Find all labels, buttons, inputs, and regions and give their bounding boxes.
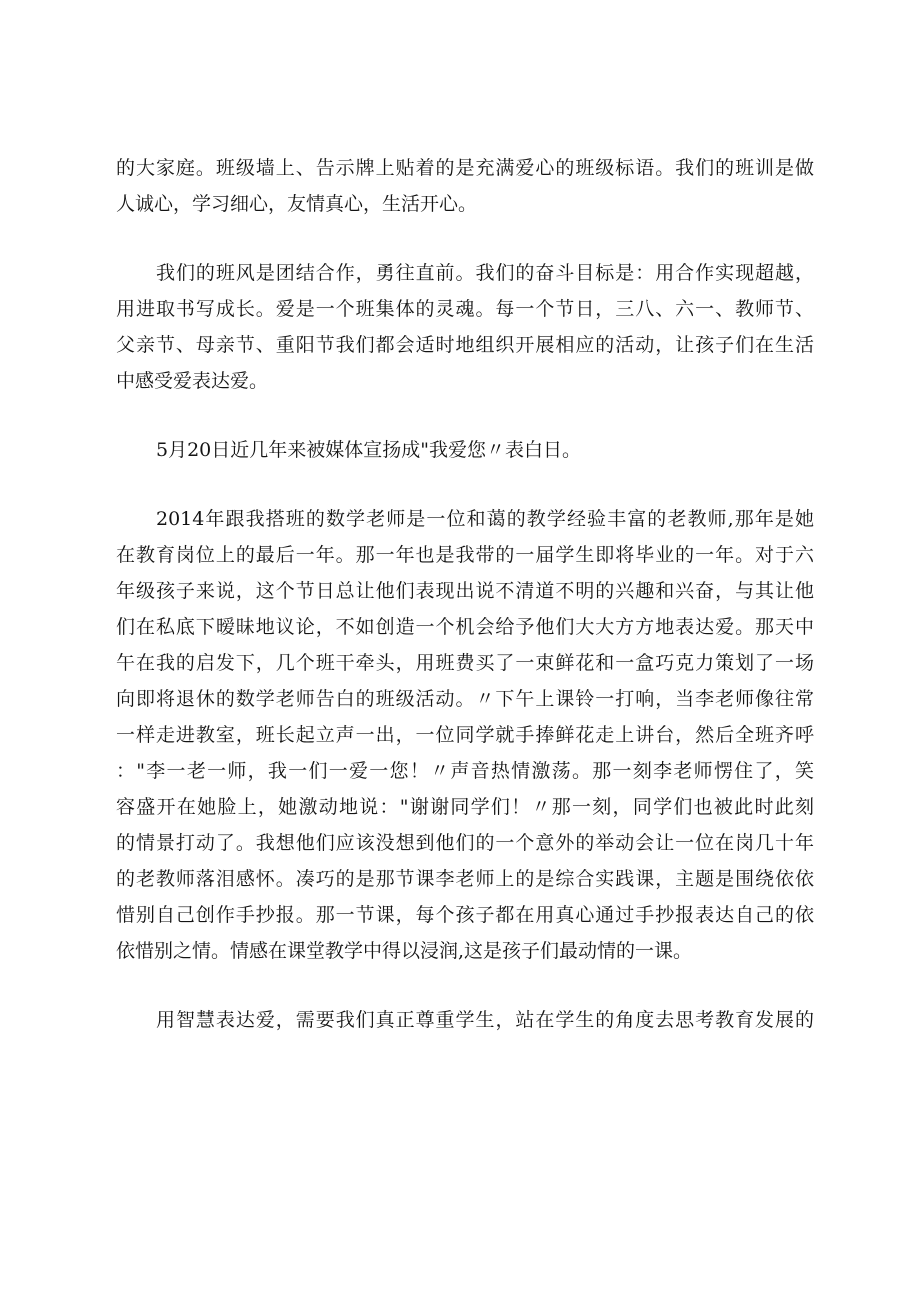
text-line: 我们的班风是团结合作，勇往直前。我们的奋斗目标是：用合作实现超越，	[156, 262, 814, 284]
text-line: 父亲节、母亲节、重阳节我们都会适时地组织开展相应的活动，让孩子们在生活	[116, 334, 814, 356]
text-line: 向即将退休的数学老师告白的班级活动。〃下午上课铃一打响，当李老师像往常	[116, 688, 814, 710]
text-line: 依惜别之情。情感在课堂教学中得以浸润,这是孩子们最动情的一课。	[116, 940, 693, 962]
paragraph-3	[116, 432, 814, 468]
text-line: 在教育岗位上的最后一年。那一年也是我带的一届学生即将毕业的一年。对于六	[116, 544, 814, 566]
text-line: 的情景打动了。我想他们应该没想到他们的一个意外的举动会让一位在岗几十年	[116, 832, 814, 854]
text-line: 用进取书写成长。爱是一个班集体的灵魂。每一个节日，三八、六一、教师节、	[116, 298, 814, 320]
paragraph-1	[116, 150, 814, 222]
paragraph-2	[116, 255, 814, 399]
text-line: 的老教师落泪感怀。凑巧的是那节课李老师上的是综合实践课，主题是围绕依依	[116, 868, 814, 890]
text-line: 午在我的启发下，几个班干牵头，用班费买了一束鲜花和一盒巧克力策划了一场	[116, 652, 814, 674]
text-line: 人诚心，学习细心，友情真心，生活开心。	[116, 193, 478, 215]
text-line: 容盛开在她脸上，她激动地说："谢谢同学们！〃那一刻，同学们也被此时此刻	[116, 796, 814, 818]
paragraph-4	[116, 501, 814, 969]
text-line: 中感受爱表达爱。	[116, 370, 269, 392]
text-line: 用智慧表达爱，需要我们真正尊重学生，站在学生的角度去思考教育发展的	[156, 1009, 814, 1031]
document-page	[116, 150, 814, 1038]
text-line: 惜别自己创作手抄报。那一节课，每个孩子都在用真心通过手抄报表达自己的依	[116, 904, 814, 926]
text-line: 2014年跟我搭班的数学老师是一位和蔼的教学经验丰富的老教师,那年是她	[156, 508, 814, 530]
text-line: 们在私底下暧昧地议论，不如创造一个机会给予他们大大方方地表达爱。那天中	[116, 616, 814, 638]
paragraph-5	[116, 1002, 814, 1038]
text-line: 的大家庭。班级墙上、告示牌上贴着的是充满爱心的班级标语。我们的班训是做	[116, 157, 814, 179]
text-line: 年级孩子来说，这个节日总让他们表现出说不清道不明的兴趣和兴奋，与其让他	[116, 580, 814, 602]
text-line: ："李一老一师，我一们一爱一您！〃声音热情激荡。那一刻李老师愣住了，笑	[116, 760, 814, 782]
text-line: 一样走进教室，班长起立声一出，一位同学就手捧鲜花走上讲台，然后全班齐呼	[116, 724, 814, 746]
text-line: 5月20日近几年来被媒体宣扬成"我爱您〃表白日。	[156, 439, 582, 461]
